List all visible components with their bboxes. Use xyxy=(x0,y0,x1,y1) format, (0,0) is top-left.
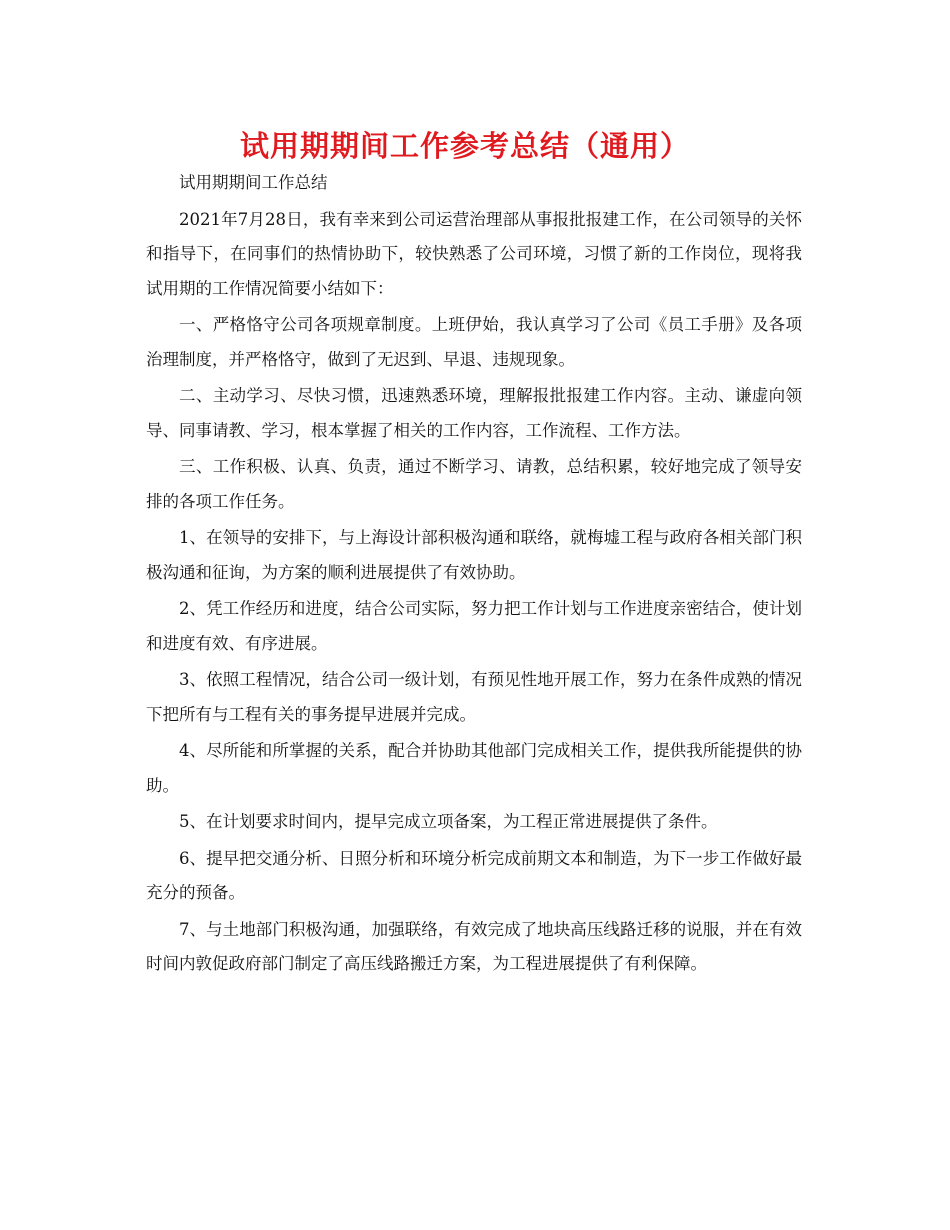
item-5-paragraph: 5、在计划要求时间内，提早完成立项备案，为工程正常进展提供了条件。 xyxy=(179,812,718,831)
item-7-paragraph: 7、与土地部门积极沟通，加强联络，有效完成了地块高压线路迁移的说服，并在有效时间内敦促政府部门制定了高压线路搬迁方案，为工程进展提供了有利保障。 xyxy=(146,919,802,973)
document-body xyxy=(146,166,802,982)
item-3-paragraph: 3、依照工程情况，结合公司一级计划，有预见性地开展工作，努力在条件成熟的情况下把所有与工程有关的事务提早进展并完成。 xyxy=(146,670,802,724)
item-4-paragraph: 4、尽所能和所掌握的关系，配合并协助其他部门完成相关工作，提供我所能提供的协助。 xyxy=(146,741,802,795)
point-three-paragraph: 三、工作积极、认真、负责，通过不断学习、请教，总结积累，较好地完成了领导安排的各项工作任务。 xyxy=(146,457,802,511)
intro-paragraph: 2021年7月28日，我有幸来到公司运营治理部从事报批报建工作，在公司领导的关怀和指导下，在同事们的热情协助下，较快熟悉了公司环境，习惯了新的工作岗位，现将我试用期的工作情况简要小结如下： xyxy=(146,209,802,298)
point-one-paragraph: 一、严格恪守公司各项规章制度。上班伊始，我认真学习了公司《员工手册》及各项治理制度，并严格恪守，做到了无迟到、早退、违规现象。 xyxy=(146,315,802,369)
item-2-paragraph: 2、凭工作经历和进度，结合公司实际，努力把工作计划与工作进度亲密结合，使计划和进度有效、有序进展。 xyxy=(146,599,802,653)
point-two-paragraph: 二、主动学习、尽快习惯，迅速熟悉环境，理解报批报建工作内容。主动、谦虚向领导、同事请教、学习，根本掌握了相关的工作内容，工作流程、工作方法。 xyxy=(146,386,802,440)
item-6-paragraph: 6、提早把交通分析、日照分析和环境分析完成前期文本和制造，为下一步工作做好最充分的预备。 xyxy=(146,848,802,902)
item-1-paragraph: 1、在领导的安排下，与上海设计部积极沟通和联络，就梅墟工程与政府各相关部门积极沟通和征询，为方案的顺利进展提供了有效协助。 xyxy=(146,528,802,582)
document-title: 试用期期间工作参考总结（通用） xyxy=(239,129,690,163)
section-heading: 试用期期间工作总结 xyxy=(179,173,328,192)
